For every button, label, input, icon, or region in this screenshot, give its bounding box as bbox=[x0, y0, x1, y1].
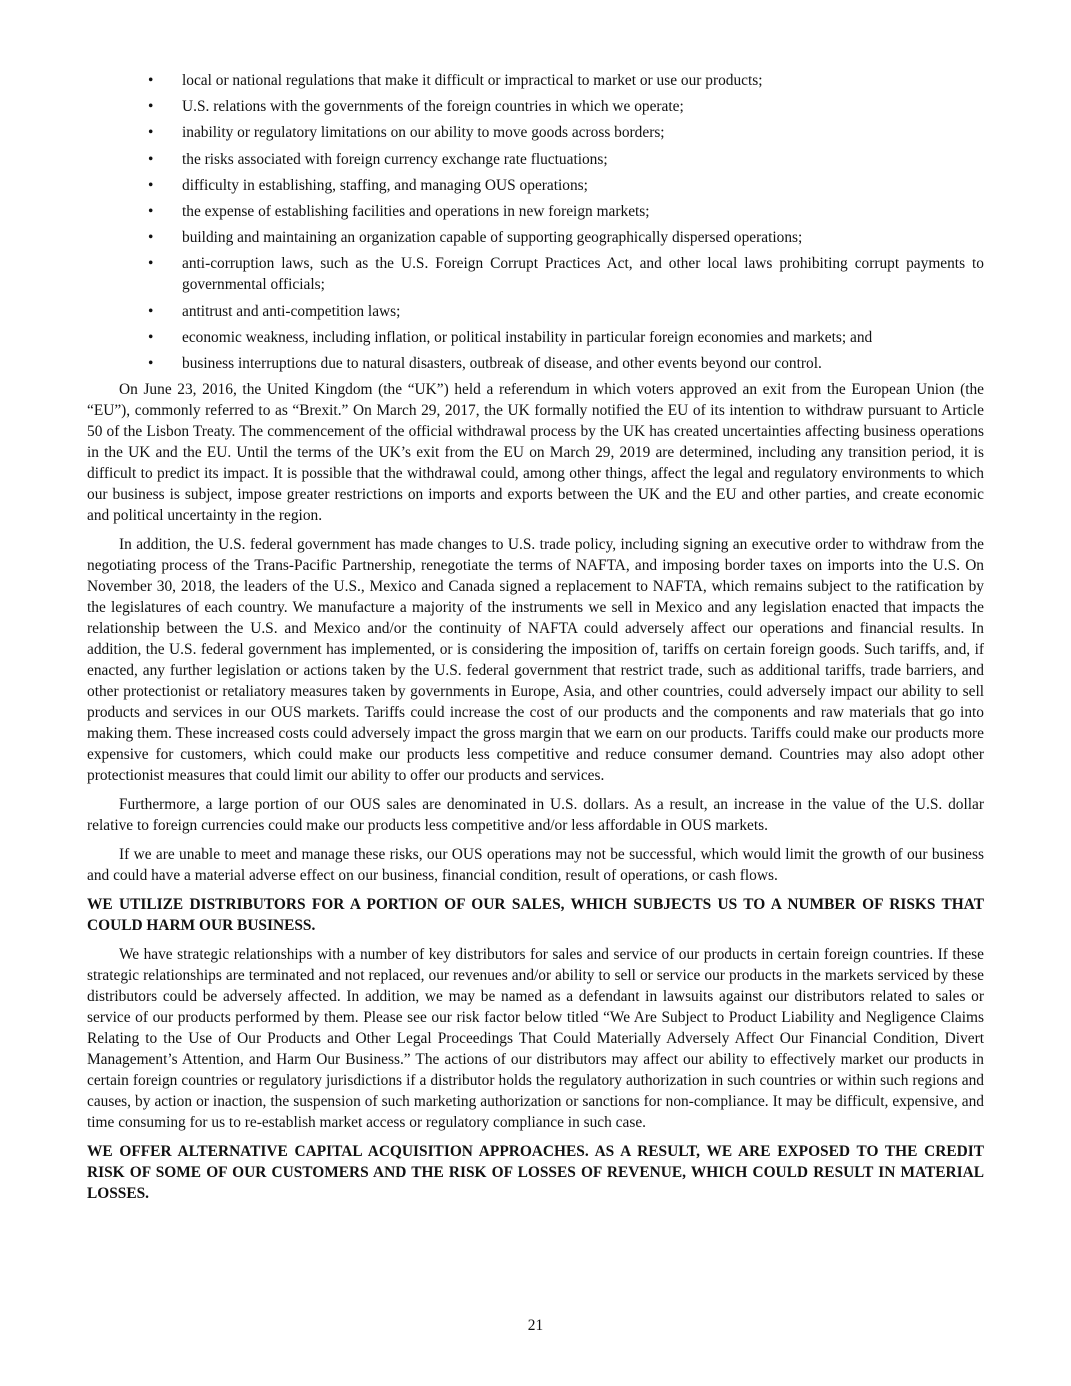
list-item-text: difficulty in establishing, staffing, and managing OUS operations; bbox=[182, 176, 588, 194]
bullet-icon: • bbox=[148, 202, 154, 220]
bullet-icon: • bbox=[148, 98, 154, 116]
bullet-icon: • bbox=[148, 150, 154, 168]
distributors-risk-heading: WE UTILIZE DISTRIBUTORS FOR A PORTION OF OUR SALES, WHICH SUBJECTS US TO A NUMBER OF RISKS THAT COULD HARM OUR BUSINESS. bbox=[87, 896, 984, 935]
list-item-text: local or national regulations that make it difficult or impractical to market or use our products; bbox=[182, 72, 763, 89]
list-item-text: business interruptions due to natural disasters, outbreak of disease, and other events beyond our control. bbox=[182, 354, 822, 372]
trade-policy-paragraph: In addition, the U.S. federal government has made changes to U.S. trade policy, including signing an executive order to withdraw from the negotiating process of the Trans-Pacific Partnership, renegotiate the terms of NAFTA, and imposing border taxes on imports into the U.S. On November 30, 2018, the leaders of the U.S., Mexico and Canada signed a replacement to NAFTA, which remains subject to the ratification by the legislatures of each country. We manufacture a majority of the instruments we sell in Mexico and any legislation enacted that impacts the relationship between the U.S. and Mexico and/or the continuity of NAFTA could adversely affect our operations and financial results. In addition, the U.S. federal government has implemented, or is considering the imposition of, tariffs on certain foreign goods. Such tariffs, and, if enacted, any further legislation or actions taken by the U.S. federal government that restrict trade, such as additional tariffs, trade barriers, and other protectionist or retaliatory measures taken by governments in Europe, Asia, and other countries, could adversely impact our ability to sell products and services in our OUS markets. Tariffs could increase the cost of our products and the components and raw materials that go into making them. These increased costs could adversely impact the gross margin that we earn on our products. Tariffs could make our products more expensive for customers, which could make our products less competitive and reduce consumer demand. Countries may also adopt other protectionist measures that could limit our ability to offer our products and services. bbox=[87, 536, 984, 785]
list-item bbox=[87, 253, 984, 295]
list-item bbox=[87, 122, 984, 143]
list-item bbox=[87, 301, 984, 322]
bullet-icon: • bbox=[148, 328, 154, 346]
page-number: 21 bbox=[527, 1317, 544, 1334]
list-item bbox=[87, 353, 984, 374]
list-item bbox=[87, 327, 984, 348]
list-item-text: antitrust and anti-competition laws; bbox=[182, 302, 401, 320]
list-item bbox=[87, 149, 984, 170]
ous-risks-paragraph: If we are unable to meet and manage these risks, our OUS operations may not be successful, which would limit the growth of our business and could have a material adverse effect on our business, financial condition, result of operations, or cash flows. bbox=[87, 846, 984, 885]
distributors-paragraph: We have strategic relationships with a number of key distributors for sales and service of our products in certain foreign countries. If these strategic relationships are terminated and not replaced, our revenues and/or ability to sell or service our products in the markets serviced by these distributors could be adversely affected. In addition, we may be named as a defendant in lawsuits against our distributors related to sales or service of our products performed by them. Please see our risk factor below titled “We Are Subject to Product Liability and Negligence Claims Relating to the Use of Our Products and Other Legal Proceedings That Could Materially Adversely Affect Our Financial Condition, Divert Management’s Attention, and Harm Our Business.” The actions of our distributors may affect our ability to effectively market our products in certain foreign countries or regulatory jurisdictions if a distributor holds the regulatory authorization in such countries or within such regions and causes, by action or inaction, the suspension of such marketing authorization or sanctions for non-compliance. It may be difficult, expensive, and time consuming for us to re-establish market access or regulatory compliance in such case. bbox=[87, 946, 984, 1132]
currency-paragraph: Furthermore, a large portion of our OUS sales are denominated in U.S. dollars. As a result, an increase in the value of the U.S. dollar relative to foreign currencies could make our products less competitive and/or less affordable in OUS markets. bbox=[87, 796, 984, 835]
list-item-text: the expense of establishing facilities and operations in new foreign markets; bbox=[182, 202, 650, 220]
bullet-icon: • bbox=[148, 72, 154, 89]
list-item-text: U.S. relations with the governments of the foreign countries in which we operate; bbox=[182, 98, 684, 116]
list-item bbox=[87, 201, 984, 222]
brexit-paragraph: On June 23, 2016, the United Kingdom (the “UK”) held a referendum in which voters approved an exit from the European Union (the “EU”), commonly referred to as “Brexit.” On March 29, 2017, the UK formally notified the EU of its intention to withdraw pursuant to Article 50 of the Lisbon Treaty. The commencement of the official withdrawal process by the UK has created uncertainties affecting business operations in the UK and the EU. Until the terms of the UK’s exit from the EU on March 29, 2019 are determined, including any transition period, it is difficult to predict its impact. It is possible that the withdrawal could, among other things, affect the legal and regulatory environments to which our business is subject, impose greater restrictions on imports and exports between the UK and the EU and other parties, and create economic and political uncertainty in the region. bbox=[87, 381, 984, 525]
bullet-icon: • bbox=[148, 176, 154, 194]
list-item-text: the risks associated with foreign currency exchange rate fluctuations; bbox=[182, 150, 608, 168]
list-item bbox=[87, 70, 984, 91]
list-item-text: building and maintaining an organization capable of supporting geographically dispersed operations; bbox=[182, 229, 803, 247]
capital-acquisition-risk-heading: WE OFFER ALTERNATIVE CAPITAL ACQUISITION APPROACHES. AS A RESULT, WE ARE EXPOSED TO THE CREDIT RISK OF SOME OF OUR CUSTOMERS AND THE RISK OF LOSSES OF REVENUE, WHICH COULD RESULT IN MATERIAL LOSSES. bbox=[87, 1143, 984, 1203]
bullet-icon: • bbox=[148, 255, 154, 273]
list-item bbox=[87, 96, 984, 117]
risk-bullet-list bbox=[87, 70, 984, 374]
list-item bbox=[87, 175, 984, 196]
list-item-text: inability or regulatory limitations on our ability to move goods across borders; bbox=[182, 124, 665, 142]
list-item-text: economic weakness, including inflation, or political instability in particular foreign economies and markets; and bbox=[182, 328, 873, 346]
list-item-text: anti-corruption laws, such as the U.S. Foreign Corrupt Practices Act, and other local laws prohibiting corrupt payments to governmental officials; bbox=[182, 255, 984, 294]
bullet-icon: • bbox=[148, 302, 154, 320]
page-content bbox=[87, 70, 984, 1212]
bullet-icon: • bbox=[148, 354, 154, 372]
list-item bbox=[87, 227, 984, 248]
bullet-icon: • bbox=[148, 124, 154, 142]
bullet-icon: • bbox=[148, 229, 154, 247]
